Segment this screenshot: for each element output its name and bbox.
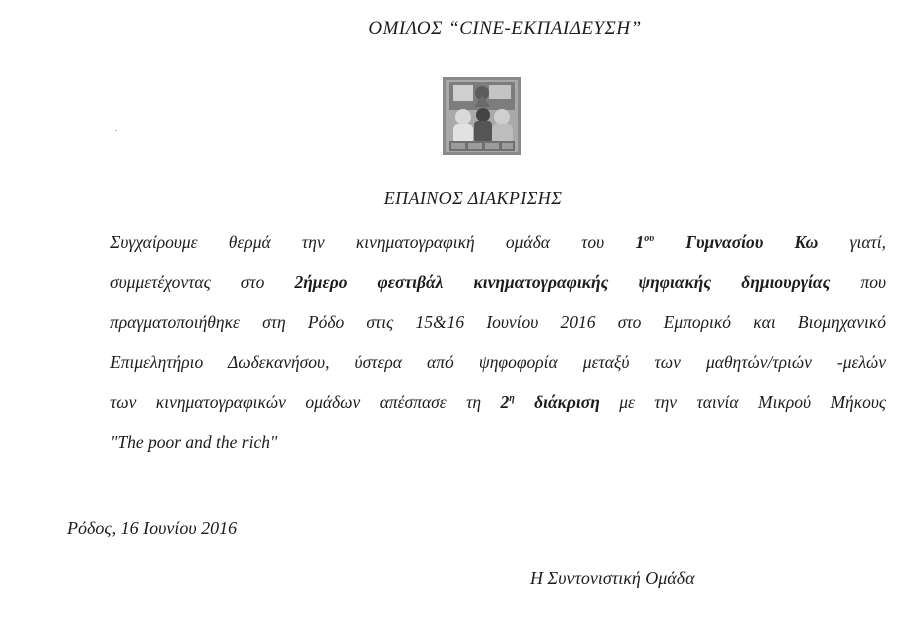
cinema-group-logo-icon <box>443 77 521 155</box>
text-segment: γιατί, <box>849 232 887 252</box>
text-segment: των κινηματογραφικών ομάδων απέσπασε τη <box>110 392 482 412</box>
date-line: Ρόδος, 16 Ιουνίου 2016 <box>67 518 238 538</box>
organization-header: ΟΜΙΛΟΣ “CINE-ΕΚΠΑΙΔΕΥΣΗ” <box>368 18 642 39</box>
text-segment: που <box>860 272 887 292</box>
text-segment: με την ταινία Μικρού Μήκους <box>619 392 886 412</box>
text-line-2 <box>110 262 886 302</box>
film-title: "The poor and the rich" <box>110 432 278 452</box>
text-line-5 <box>110 382 886 422</box>
award-text <box>110 222 886 462</box>
text-segment: συμμετέχοντας στο <box>110 272 265 292</box>
text-line-4: Επιμελητήριο Δωδεκανήσου, ύστερα από ψηφοφορία μεταξύ των μαθητών/τριών -μελών <box>110 352 886 372</box>
signature: Η Συντονιστική Ομάδα <box>530 568 695 588</box>
text-line-1 <box>110 222 886 262</box>
scan-speck <box>115 130 117 131</box>
text-line-3: πραγματοποιήθηκε στη Ρόδο στις 15&16 Ιουνίου 2016 στο Εμπορικό και Βιομηχανικό <box>110 312 886 332</box>
text-segment: Συγχαίρουμε θερμά την κινηματογραφική ομάδα του <box>110 232 605 252</box>
award-rank: $2^\eta$ διάκριση <box>500 392 600 412</box>
award-title: ΕΠΑΙΝΟΣ ΔΙΑΚΡΙΣΗΣ <box>383 188 563 208</box>
school-name: Γυμνασίου Κω <box>685 232 819 252</box>
festival-name: 2ήμερο φεστιβάλ κινηματογραφικής ψηφιακής δημιουργίας <box>294 272 831 292</box>
school-number: $1^{o\upsilon}$ <box>635 232 655 252</box>
